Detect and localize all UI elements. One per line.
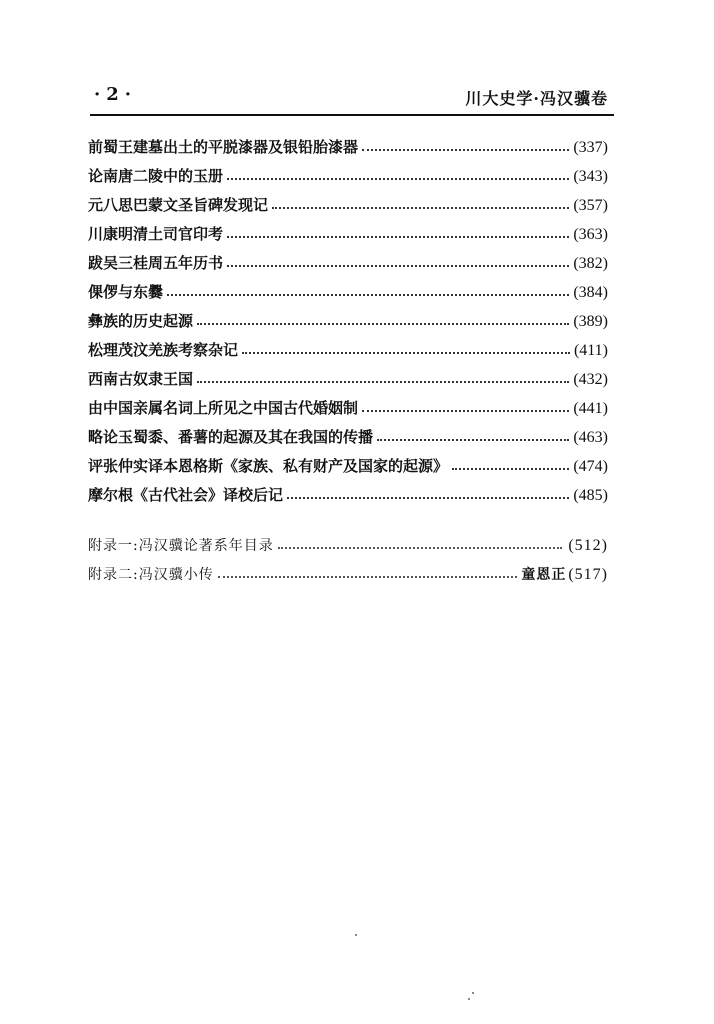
toc-entry-page: (337) [573, 139, 608, 156]
dot-leader [272, 207, 569, 209]
toc-entry-title: 由中国亲属名词上所见之中国古代婚姻制 [88, 399, 359, 417]
toc-entry [88, 244, 608, 273]
toc-entry-page: (382) [573, 255, 608, 272]
dot-leader [218, 576, 518, 578]
toc-entry-page: (363) [573, 226, 608, 243]
dot-leader [242, 352, 570, 354]
toc-entry-page: (463) [573, 429, 608, 446]
table-of-contents [88, 128, 608, 505]
header-rule [90, 114, 614, 116]
appendix-entry-title: 附录二:冯汉骥小传 [88, 567, 214, 583]
toc-entry-page: (343) [573, 168, 608, 185]
dot-leader [377, 439, 569, 441]
scan-speck [472, 992, 474, 994]
dot-leader [362, 149, 569, 151]
toc-entry [88, 360, 608, 389]
dot-leader [278, 547, 563, 549]
dot-leader [167, 294, 569, 296]
toc-entry-page: (384) [573, 284, 608, 301]
dot-leader [452, 468, 569, 470]
appendix-entry-author: 童恩正 [521, 567, 567, 583]
toc-entry-title: 摩尔根《古代社会》译校后记 [88, 486, 284, 504]
toc-entry-title: 倮㑩与东爨 [88, 283, 164, 301]
toc-entry [88, 476, 608, 505]
appendix-entry-page: (517) [568, 566, 608, 583]
toc-entry [88, 389, 608, 418]
toc-entry [88, 273, 608, 302]
toc-entry-page: (411) [573, 342, 608, 359]
toc-entry [88, 157, 608, 186]
toc-entry-page: (432) [573, 371, 608, 388]
toc-entry [88, 331, 608, 360]
dot-leader [227, 236, 569, 238]
scan-speck [468, 998, 470, 1000]
appendix-entry [88, 555, 608, 584]
toc-entry-page: (474) [573, 458, 608, 475]
toc-entry-title: 略论玉蜀黍、番薯的起源及其在我国的传播 [88, 428, 374, 446]
page-number: ·2· [94, 84, 138, 105]
toc-entry-page: (389) [573, 313, 608, 330]
appendix-entry [88, 526, 608, 555]
dot-leader [362, 410, 569, 412]
dot-leader [227, 178, 569, 180]
toc-entry-title: 西南古奴隶王国 [88, 370, 194, 388]
toc-entry-title: 论南唐二陵中的玉册 [88, 167, 224, 185]
toc-entry-title: 前蜀王建墓出土的平脱漆器及银铅胎漆器 [88, 138, 359, 156]
toc-entry-title: 彝族的历史起源 [88, 312, 194, 330]
toc-entry-page: (441) [573, 400, 608, 417]
appendix-entry-title: 附录一:冯汉骥论著系年目录 [88, 538, 274, 554]
dot-leader [287, 497, 569, 499]
toc-entry-page: (485) [573, 487, 608, 504]
toc-entry-title: 松理茂汶羌族考察杂记 [88, 341, 239, 359]
toc-entry [88, 302, 608, 331]
toc-entry [88, 418, 608, 447]
dot-leader [227, 265, 569, 267]
toc-entry [88, 186, 608, 215]
appendix-list [88, 526, 608, 584]
toc-entry-title: 评张仲实译本恩格斯《家族、私有财产及国家的起源》 [88, 457, 449, 475]
toc-entry-page: (357) [573, 197, 608, 214]
toc-entry [88, 447, 608, 476]
toc-entry-title: 跋吴三桂周五年历书 [88, 254, 224, 272]
toc-entry-title: 川康明清土司官印考 [88, 225, 224, 243]
running-head: 川大史学·冯汉骥卷 [465, 89, 608, 108]
toc-entry [88, 215, 608, 244]
toc-entry [88, 128, 608, 157]
scan-speck [355, 934, 357, 936]
page-header [90, 84, 614, 110]
dot-leader [197, 323, 569, 325]
toc-entry-title: 元八思巴蒙文圣旨碑发现记 [88, 196, 269, 214]
dot-leader [197, 381, 569, 383]
appendix-entry-page: (512) [568, 537, 608, 554]
